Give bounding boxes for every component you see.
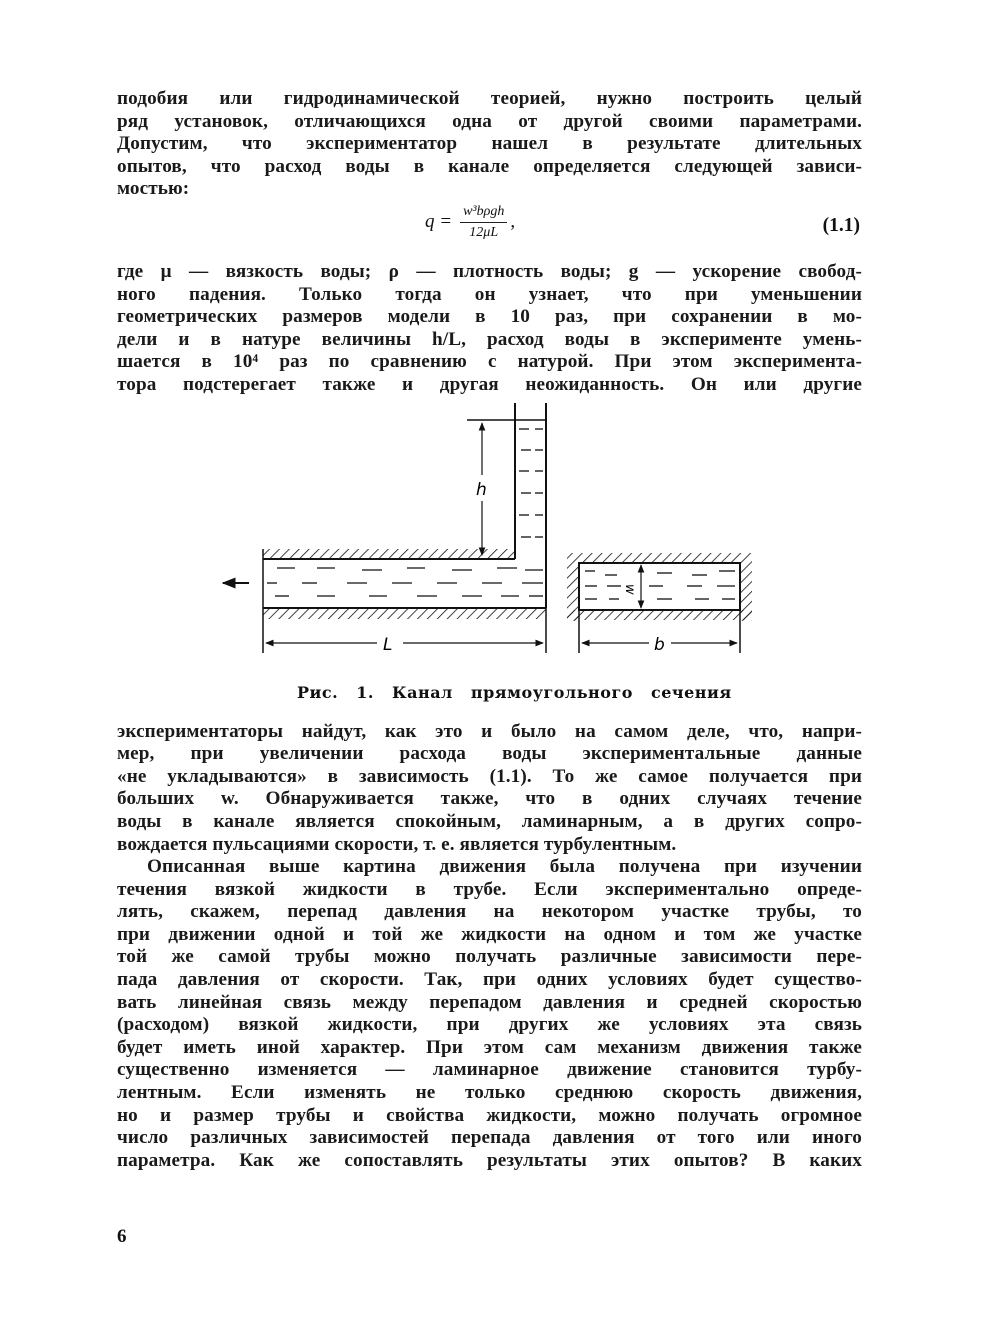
longitudinal-section (223, 403, 546, 655)
numerator: w³bρgh (460, 203, 507, 223)
text-line: существенно изменяется — ламинарное движение становится турбу- (117, 1059, 862, 1081)
text-line: вать линейная связь между перепадом давления и средней скоростью (117, 991, 862, 1013)
channel-diagram (217, 403, 777, 678)
formula (425, 203, 515, 242)
label-L: L (383, 634, 393, 655)
label-b: b (654, 634, 665, 655)
text-line: течения вязкой жидкости в трубе. Если экспериментально опреде- (117, 878, 862, 900)
text-line: но и размер трубы и свойства жидкости, можно получать огромное (117, 1104, 862, 1126)
text-line: больших w. Обнаруживается также, что в одних случаях течение (117, 788, 862, 810)
paragraph-2 (117, 261, 862, 397)
text-line: Допустим, что экспериментатор нашел в результате длительных (117, 133, 862, 155)
text-line: лять, скажем, перепад давления на некотором участке трубы, то (117, 901, 862, 923)
page-number: 6 (117, 1226, 127, 1247)
text-line: той же самой трубы можно получать различные зависимости пере- (117, 946, 862, 968)
text-line: ряд установок, отличающихся одна от другой своими параметрами. (117, 110, 862, 132)
text-line: тора подстерегает также и другая неожиданность. Он или другие (117, 373, 862, 395)
label-h: h (476, 479, 487, 500)
formula-comma: , (510, 211, 516, 233)
paragraph-4 (117, 856, 862, 1172)
text-line: мостью: (117, 178, 190, 200)
figure-caption: Рис. 1. Канал прямоугольного сечения (297, 682, 732, 702)
text-line: воды в канале является спокойным, ламинарным, а в других сопро- (117, 810, 862, 832)
text-line: экспериментаторы найдут, как это и было на самом деле, что, напри- (117, 720, 862, 742)
text-line: ного падения. Только тогда он узнает, что при уменьшении (117, 283, 862, 305)
text-line: (расходом) вязкой жидкости, при других же условиях эта связь (117, 1014, 862, 1036)
text-line: геометрических размеров модели в 10 раз, при сохранении в мо- (117, 306, 862, 328)
text-line: подобия или гидродинамической теорией, нужно построить целый (117, 88, 862, 109)
label-w: w (622, 583, 637, 595)
equation-1-1 (117, 203, 862, 255)
text-line: вождается пульсациями скорости, т. е. является турбулентным. (117, 833, 677, 855)
denominator: 12μL (469, 224, 499, 240)
text-line: число различных зависимостей перепада давления от того или иного (117, 1127, 862, 1149)
text-line: лентным. Если изменять не только среднюю скорость движения, (117, 1082, 862, 1104)
text-line: при движении одной и той же жидкости на одном и том же участке (117, 923, 862, 945)
book-page (117, 88, 862, 1172)
text-line: шается в 10⁴ раз по сравнению с натурой. При этом эксперимента- (117, 351, 862, 373)
cross-section (567, 553, 752, 655)
paragraph-3 (117, 721, 862, 857)
text-line: пада давления от скорости. Так, при одних условиях будет существо- (117, 969, 862, 991)
text-line: мер, при увеличении расхода воды экспериментальные данные (117, 743, 862, 765)
text-line: дели и в натуре величины h/L, расход воды в эксперименте умень- (117, 328, 862, 350)
figure-1 (117, 403, 862, 713)
text-line: будет иметь иной характер. При этом сам механизм движения также (117, 1036, 862, 1058)
text-line: Описанная выше картина движения была получена при изучении (147, 856, 862, 878)
text-line: параметра. Как же сопоставлять результаты этих опытов? В каких (117, 1149, 862, 1171)
text-line: опытов, что расход воды в канале определяется следующей зависи- (117, 155, 862, 177)
text-line: «не укладываются» в зависимость (1.1). То же самое получается при (117, 765, 862, 787)
formula-lhs: q = (425, 211, 453, 233)
paragraph-1 (117, 88, 862, 201)
text-line: где μ — вязкость воды; ρ — плотность воды; g — ускорение свобод- (117, 260, 862, 282)
fraction (460, 203, 507, 242)
equation-number: (1.1) (822, 214, 860, 236)
